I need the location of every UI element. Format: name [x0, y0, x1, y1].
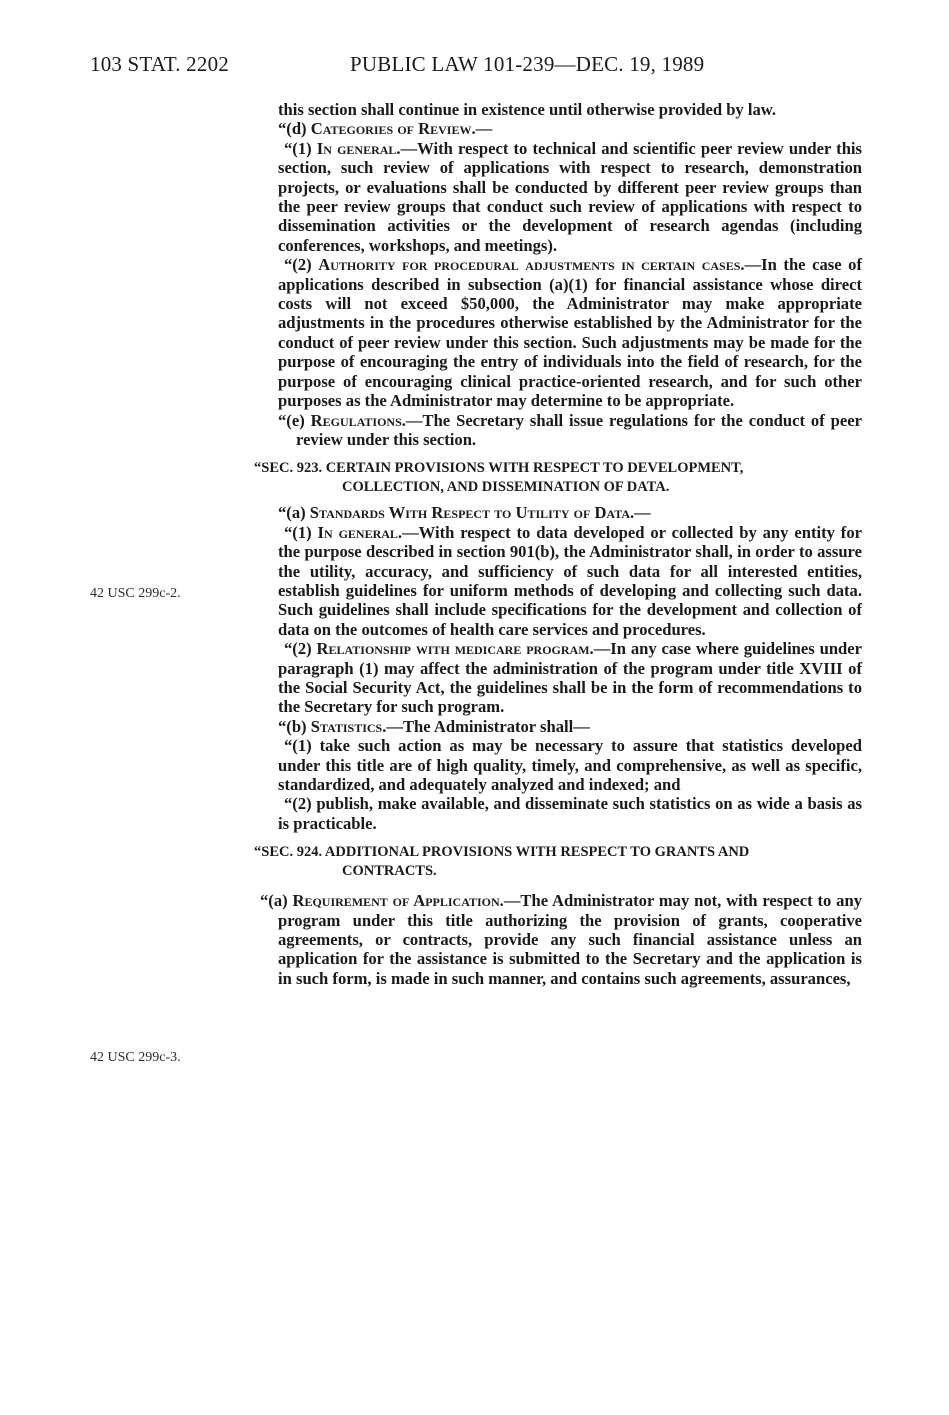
paragraph-b2: “(2) publish, make available, and disseminate such statistics on as wide a basis as is practicable. — [278, 794, 862, 833]
paragraph-d2: “(2) Authority for procedural adjustments in certain cases.—In the case of applications described in subsection (a)(1) for financial assistance whose direct costs will not exceed $50,000, the Administrator may make appropriate adjustments in the procedures otherwise established by the Administrator for the conduct of peer review under this section. Such adjustments may be made for the purpose of encouraging the entry of individuals into the field of research, for the purpose of encouraging clinical practice-oriented research, and for such other purposes as the Administrator may determine to be appropriate. — [278, 255, 863, 411]
section-924-heading: “SEC. 924. ADDITIONAL PROVISIONS WITH RESPECT TO GRANTS AND CONTRACTS. — [254, 844, 750, 880]
paragraph-a1: “(1) In general.—With respect to data developed or collected by any entity for the purpose described in section 901(b), the Administrator shall, in order to assure the utility, accuracy, and sufficiency of such data for all interested entities, establish guidelines for uniform methods of developing and collecting such data. Such guidelines shall include specifications for the development and collection of data on the outcomes of health care services and procedures. — [278, 522, 862, 639]
margin-note-sec924: 42 USC 299c-3. — [90, 1050, 181, 1065]
paragraph-continuation: this section shall continue in existence until otherwise provided by law. — [278, 100, 776, 119]
subsection-d-heading: “(d) Categories of Review.— — [278, 119, 493, 139]
statute-reference: 103 STAT. 2202 — [90, 52, 229, 76]
subsection-b-heading: “(b) Statistics.—The Administrator shall— — [278, 716, 590, 736]
section-923-heading: “SEC. 923. CERTAIN PROVISIONS WITH RESPECT TO DEVELOPMENT, COLLECTION, AND DISSEMINATION OF DATA. — [254, 460, 744, 496]
page-header — [90, 52, 870, 80]
paragraph-d1: “(1) In general.—With respect to technical and scientific peer review under this section, such review of applications with respect to research, demonstration projects, or evaluations shall be conducted by different peer review groups than the peer review groups that conduct such review of applications with respect to dissemination activities or the development of research agendas (including conferences, workshops, and meetings). — [278, 138, 862, 255]
margin-note-sec923: 42 USC 299c-2. — [90, 586, 181, 601]
law-title: PUBLIC LAW 101-239—DEC. 19, 1989 — [350, 52, 705, 76]
subsection-a-924: “(a) Requirement of Application.—The Administrator may not, with respect to any program under this title authorizing the provision of grants, cooperative agreements, or contracts, provide any such financial assistance unless an application for the assistance is submitted to the Secretary and the application is in such form, is made in such manner, and contains such agreements, assurances, — [260, 891, 863, 988]
subsection-e: “(e) Regulations.—The Secretary shall issue regulations for the conduct of peer review under this section. — [278, 410, 862, 449]
paragraph-b1: “(1) take such action as may be necessary to assure that statistics developed under this title are of high quality, timely, and comprehensive, as well as specific, standardized, and adequately analyzed and indexed; and — [278, 736, 862, 794]
body-text — [254, 100, 863, 988]
paragraph-a2: “(2) Relationship with medicare program.—In any case where guidelines under paragraph (1) may affect the administration of the program under title XVIII of the Social Security Act, the guidelines shall be in the form of recommendations to the Secretary for such program. — [278, 639, 863, 717]
subsection-a-923-heading: “(a) Standards With Respect to Utility of Data.— — [278, 503, 651, 523]
